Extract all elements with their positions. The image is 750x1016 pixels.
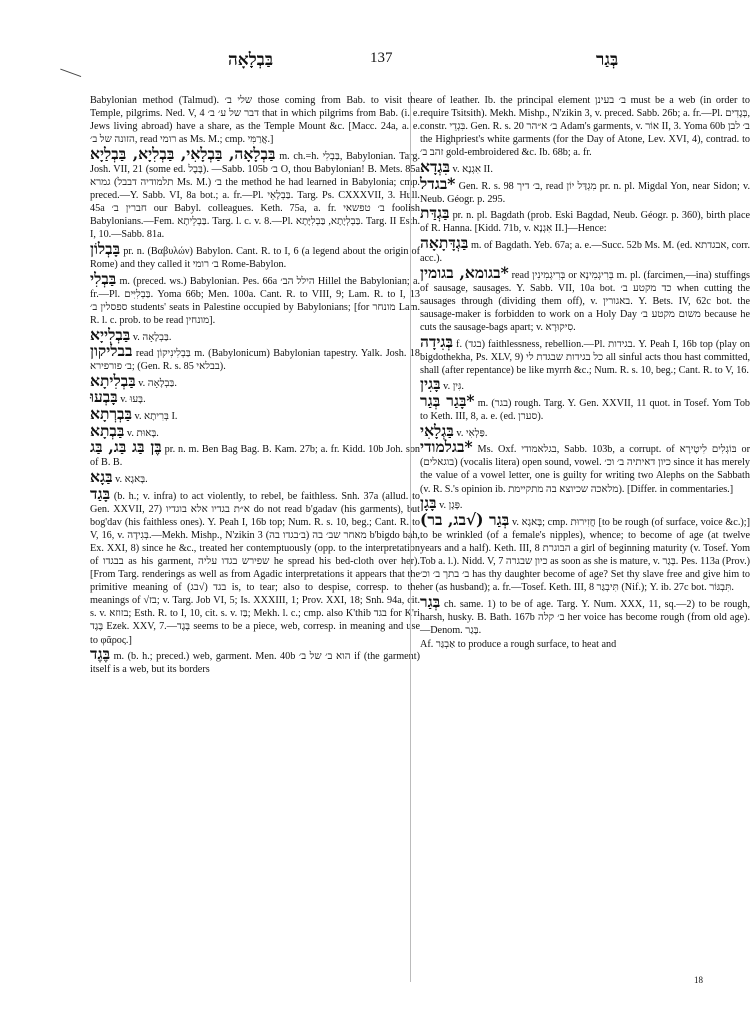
column-divider (410, 92, 411, 982)
entry-text: m. (בגר) rough. Targ. Y. Gen. XXVII, 11 quot. in Tosef. Yom Tob to Keth. III, 8, a. e. (ed. סערן). (420, 397, 750, 423)
entry-text: v. בַּבְלָאָה. (132, 331, 172, 343)
dictionary-entry (90, 437, 421, 469)
entry-text: pr. n. pl. Bagdath (prob. Eski Bagdad, Neub. Géogr. p. 360), birth place of R. Hanna. [Kidd. 71b, v. אִגְנָא II.]—Hence: (420, 210, 750, 235)
entry-text: m. (preced. ws.) Babylonian. Pes. 66a הילל הב׳ Hillel the Babylonian; a. fr.—Pl. בַּבְלִיִּים. Yoma 66b; Men. 100a. Cant. R. to VIII, 9; Lam. R. to I, 13 ספסלין ב׳ students' seats in Palestine occupied by Babylonians; [for מונחר Lam. R. l. c. prob. to be read מונחין]. (90, 275, 421, 326)
entry-headword: בֶּגֶד (90, 644, 111, 664)
entry-headword: בַּגְלָאִי (420, 420, 454, 440)
dictionary-entry (420, 156, 750, 176)
entry-text: v. בָּאגָא. (115, 473, 148, 485)
entry-headword: בְּגִידָה (420, 331, 454, 351)
entry-text: f. (בגד) faithlessness, rebellion.—Pl. בגידות. Y. Peah I, 16b top (play on bigdothekha, Ps. XLV, 9) כל בגידות שבגדת לי all sinful acts thou hast committed, shall (after repentance) be like myrrh &c.; Num. R. s. 10, beg.; Cant. R. to V, 16. (420, 338, 750, 376)
entry-text: v. פָּגָן. (439, 500, 463, 512)
entry-headword: בַּבְלָאָה, בַּבְלָאִי, בַּבְלִיָא, בַּבְלַיָא (90, 143, 276, 163)
dictionary-entry (420, 591, 750, 637)
entry-headword: בבליקון (90, 341, 133, 361)
entry-text: v. בַּבְלָאָה. (138, 377, 177, 389)
entry-headword: בַּבְלִייָא (90, 324, 131, 344)
entry-text: Babylonian method (Talmud). שלי ב׳ those coming from Bab. to visit the Temple, pilgrims. Ned. V, 4 דבר של ע׳ ב׳ that in which pilgrims from Bab. (i. e. Jews living abroad) have a share, as the Temple Mount &c. [Macc. 24a, a. e. הזונה של ב׳, read רומי as Ms. M.; cmp. אֲרַמִּי.] (90, 95, 420, 146)
entry-headword: בְּגַר (√בג, בר) (420, 509, 510, 529)
dictionary-entry (420, 638, 750, 651)
dictionary-entry (420, 437, 750, 495)
dictionary-entry (420, 262, 750, 334)
entry-headword: בִּגְדָא (420, 156, 450, 176)
page-number: 137 (370, 50, 393, 66)
entry-headword: בָּבְעוּ (90, 387, 118, 407)
header-left-word: בַּבְלָאָה (228, 50, 274, 69)
running-header (0, 50, 750, 74)
entry-headword: בַּבְלִי (90, 268, 117, 288)
entry-headword: בָּגִין (420, 374, 441, 394)
entry-text: v. אִגְנָא II. (452, 163, 493, 175)
entry-text: v. בָּאגָא; cmp. חֲזִירוּת [to be rough (of surface, voice &c.);] to be wrinkled (of a female's nipples), whence; to become of age (at twelve years and a half). Keth. III, 8 הבוגרת a girl of beginning maturity (v. Tosef. Yom Tob a. l.). Nidd. V, 7 כיון שבגרה as soon as she is mature, v. בְּגַר. Pes. 113a (Prov.) ב׳ בתך ב׳ וכ׳ has thy daughter become of age? Set thy slave free and give him to her (as husband); a. fr.—Tosef. Keth. III, 8 תִּיבְגַּר (Nif.); Y. ib. 27c bot. תִּבְגּוֹר. (420, 516, 750, 594)
entry-headword: בַּבְתָא (90, 420, 125, 440)
entry-headword: בֶּן בַּג בַּג, בַּג (90, 437, 162, 457)
entry-text: Ms. Oxf. בגלאמודי, Sabb. 103b, a corrupt. of בּוֹגְלִים לִיטֶירָא or (בוגאלים) (vocalis litera) open sound, vowel. כיון דאיתיה ב׳ וכ׳ since it has merely the value of a vowel letter, one is guilty for writing two Alephs on the Sabbath (v. R. S.'s opinion ib. מלאכה שכיוצא בה מתקיימת). [Differ. in commentaries.] (420, 444, 750, 495)
entry-text: Af. אַבְגַּר to produce a rough surface, to heat and (420, 638, 617, 650)
dictionary-entry (90, 94, 420, 146)
entry-headword: בַּגָא (90, 466, 113, 486)
entry-text: v. בָּאוּת. (126, 427, 159, 439)
dictionary-entry (420, 390, 750, 423)
entry-text: pr. n. m. Ben Bag Bag. B. Kam. 27b; a. fr. Kidd. 10b Joh. son of B. B. (90, 444, 421, 469)
dictionary-entry (90, 324, 420, 344)
entry-text: v. בָּעוּ. (120, 394, 146, 406)
signature-mark: 18 (694, 975, 703, 985)
dictionary-entry (90, 644, 420, 676)
dictionary-entry (420, 331, 750, 377)
entry-text: m. ch.=h. בַּבְלִי, Babylonian. Targ. Josh. VII, 21 (some ed. בָּבֶל). —Sabb. 105b ב׳ O, thou Babylonian! B. Mets. 85a גמרא (תלמודיה דבבל Ms. M.) ב׳ the method he had learned in Babylonia; cmp. preced.—Y. Sabb. VI, 8a bot.; a. fr.—Pl. בַּבְלָאֵי. Targ. Ps. CXXXVII, 3. Hull. 45a חברין ב׳ our Babyl. colleagues. Keth. 75a, a. fr. ב׳ טפשאי foolish Babylonians.—Fem. בַּבְלֵיתָא. Targ. l. c. v. 8.—Pl. בַּבְלְיָתָא, בַּבְלִיָּתָא. Targ. II Esth. I, 10.—Sabb. 81a. (90, 150, 421, 241)
entry-headword: בָּבְלוֹן (90, 239, 121, 259)
entry-text: m. (b. h.; preced.) web, garment. Men. 40b הוא ב׳ של ב׳ if (the garment) itself is a web, but its borders (90, 651, 420, 676)
entry-text: read בַּבְלִינִיקוֹן m. (Babylonicum) Babylonian tapestry. Yalk. Josh. 18 ב׳ פורפירא; (Gen. R. s. 85 בבלאי). (90, 348, 420, 373)
dictionary-entry (420, 173, 750, 206)
right-column (420, 94, 750, 651)
entry-headword: בָּגָן (420, 493, 437, 513)
entry-text: v. פַּלְאִי. (456, 427, 488, 439)
entry-text: (b. h.; v. infra) to act violently, to rebel, be faithless. Snh. 37a (allud. to Gen. XXVII, 27) א״ת בגדיו אלא בוגדיו do not read b'gadav (his garments), but bog'dav (his faithless ones). Y. Peah I, 16b top; Num. R. s. 10, beg.; Cant. R. to V, 16, v. בְּגִידָה.—Mekh. Mishp., N'zikin 3 מאחר שב׳ בה (ב׳בגדו בה) b'bigdo bah, Ex. XXI, 8) since he &c., treated her contemptuously (opp. to the interpretation of בבגדו as his garment, שפירש בגדו עליה he spread his bed-cloth over her). [From Targ. renderings as well as from Agadic interpretations it appears that the primitive meaning of בגד (√בג) is, to tear; also to despise, corresp. to the meanings of √בז; v. Targ. Job VI, 5; Is. XXXIII, 1; Prov. XXI, 18; Snh. 94a, cit. s. v. בזוזא; Esth. R. to I, 10, cit. s. v. בַּז; Mekh. l. c.; cmp. also K'thib בגד for K'ri בֶּגֶד Ezek. XXV, 7.—בֶּגֶד seems to be a piece, web, corresp. in meaning and use to φᾶρος.] (90, 490, 421, 646)
entry-text: m. of Bagdath. Yeb. 67a; a. e.—Succ. 52b Ms. M. (ed. אבגדתא, corr. acc.). (420, 239, 750, 265)
entry-headword: בָּגַד (90, 483, 111, 503)
dictionary-entry (420, 509, 750, 595)
dictionary-entry (90, 143, 421, 242)
dictionary-entry (420, 232, 750, 265)
dictionary-entry (90, 370, 420, 390)
entry-headword: בְּגַר (420, 591, 441, 611)
dictionary-entry (420, 203, 750, 235)
header-right-word: בְּגַר (596, 50, 619, 69)
entry-headword: *בגדל (420, 173, 456, 193)
dictionary-entry (90, 239, 421, 271)
entry-headword: בַּבְרְתָא (90, 404, 132, 424)
entry-headword: בַּגְדָּתָאָה (420, 232, 469, 252)
entry-text: Gen. R. s. 98 ב׳ דיך, read מִגְדַּל יוֹן pr. n. pl. Migdal Yon, near Sidon; v. Neub. Géogr. p. 295. (420, 180, 750, 205)
entry-text: are of leather. Ib. the principal element ב׳ בעינן must be a web (in order to require Tsitsith). Mekh. Mishp., N'zikin 3, v. preced. Sabb. 26b; a. fr.—Pl. בְּגָדִים, constr. בִּגְדֵי. Gen. R. s. 20 ב׳ א״הר Adam's garments, v. אוֹר II, 3. Yoma 60b ב׳ לבן the Highpriest's white garments (for the Day of Atone, Lev. XVI, 4), contrad. to זהב ב׳ gold-embroidered &c. Ib. 68b; a. fr. (420, 95, 750, 159)
entry-text: v. גִּין. (443, 381, 464, 393)
left-column (90, 94, 420, 677)
entry-headword: בַּגְדַּת (420, 203, 450, 223)
entry-headword: בַּבְלִיתָא (90, 370, 136, 390)
dictionary-entry (420, 94, 750, 159)
entry-text: read בְּרִיגְמִינִין or בְּרִיגְמִינָא m. pl. (farcimen,—ina) stuffings of sausage, sausages. Y. Sabb. VII, 10a bot. כד מקטע ב׳ when cutting the sausages through (dividing them off), v. באגורין. Y. Bets. IV, 62c bot. the sausage-maker is forbidden to work on a Holy Day משום מקטע ב׳ because he cuts the sausage-bags apart; v. סִיקוּרָא. (420, 269, 750, 333)
entry-text: pr. n. (Βαβυλών) Babylon. Cant. R. to I, 6 (a legend about the origin of Rome) and they called it ב׳ רומי Rome-Babylon. (90, 246, 421, 271)
entry-headword: *בָּגַר בְּגַר (420, 390, 475, 410)
dictionary-entry (90, 483, 421, 647)
entry-text: ch. same. 1) to be of age. Targ. Y. Num. XXX, 11, sq.—2) to be rough, harsh, husky. B. Bath. 167b ב׳ קלה her voice has become rough (from old age).—Denom. בָּגַר. (420, 598, 750, 636)
dictionary-entry (90, 404, 420, 424)
dictionary-entry (90, 268, 421, 327)
dictionary-entry (90, 341, 420, 373)
entry-headword: *בגלמודי (420, 437, 473, 457)
entry-text: v. בְּרִיתָא I. (134, 411, 178, 423)
entry-headword: *בגומא, בגומין (420, 262, 509, 282)
dictionary-entry (90, 466, 420, 486)
dictionary-entry (90, 387, 420, 407)
